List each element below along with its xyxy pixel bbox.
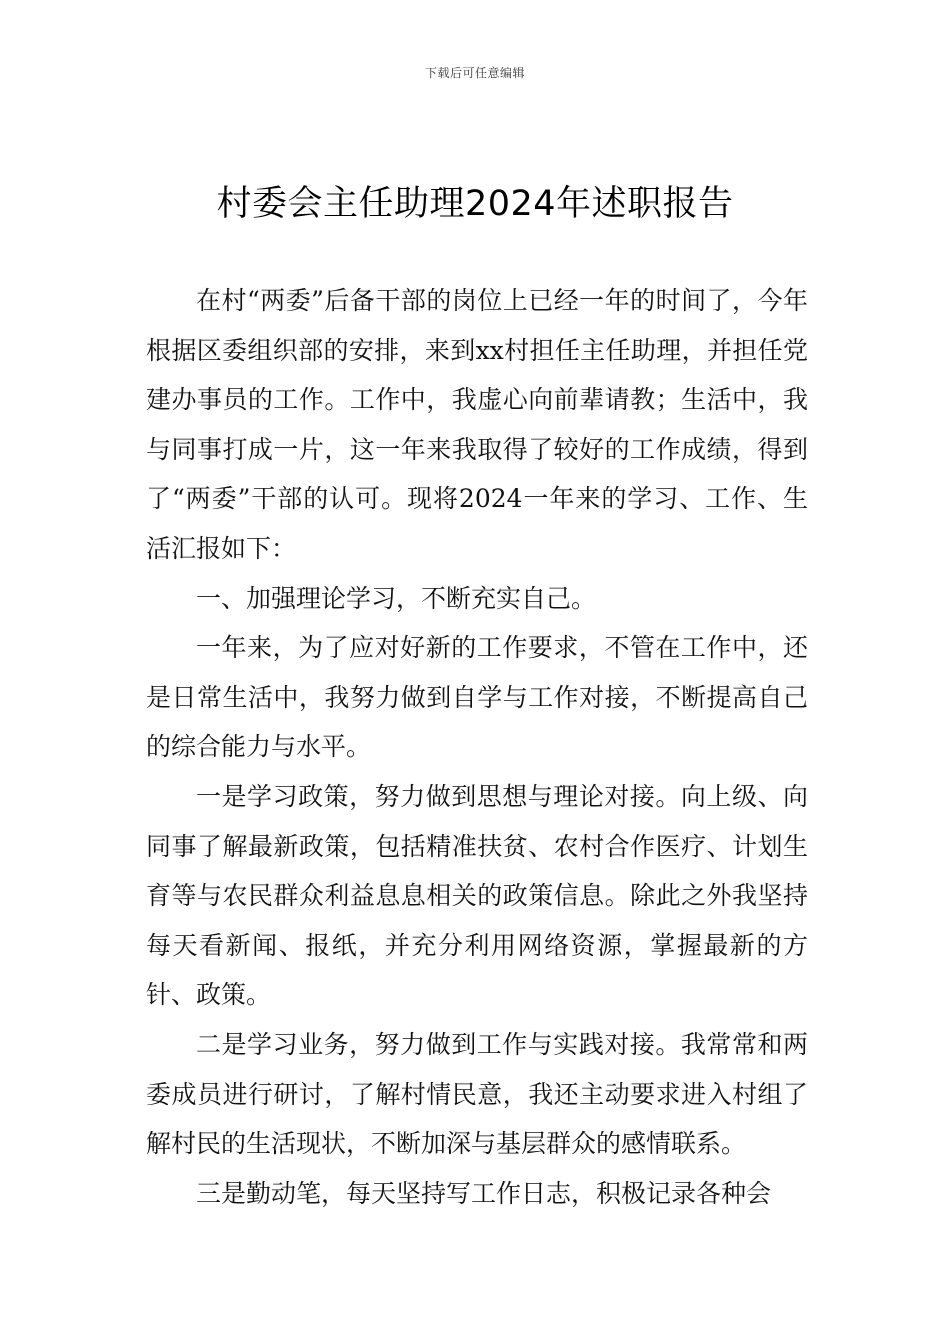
paragraph-writing: 三是勤动笔，每天坚持写工作日志，积极记录各种会 xyxy=(196,1178,772,1208)
paragraph-intro: 在村“两委”后备干部的岗位上已经一年的时间了，今年根据区委组织部的安排，来到xx村担任主任助理，并担任党建办事员的工作。工作中，我虚心向前辈请教；生活中，我与同事打成一片，这一年来我取得了较好的工作成绩，得到了“两委”干部的认可。现将2024一年来的学习、工作、生活汇报如下： xyxy=(146,286,808,563)
document-title: 村委会主任助理2024年述职报告 xyxy=(216,184,734,224)
document-body xyxy=(146,276,808,1218)
paragraph-business-study: 二是学习业务，努力做到工作与实践对接。我常常和两委成员进行研讨，了解村情民意，我还主动要求进入村组了解村民的生活现状，不断加深与基层群众的感情联系。 xyxy=(146,1029,808,1159)
section-heading-1: 一、加强理论学习，不断充实自己。 xyxy=(196,583,597,613)
header-note: 下载后可任意编辑 xyxy=(424,66,525,80)
paragraph-overview: 一年来，为了应对好新的工作要求，不管在工作中，还是日常生活中，我努力做到自学与工作对接，不断提高自己的综合能力与水平。 xyxy=(146,633,808,762)
paragraph-policy-study: 一是学习政策，努力做到思想与理论对接。向上级、向同事了解最新政策，包括精准扶贫、农村合作医疗、计划生育等与农民群众利益息息相关的政策信息。除此之外我坚持每天看新闻、报纸，并充分利用网络资源，掌握最新的方针、政策。 xyxy=(146,781,808,1010)
